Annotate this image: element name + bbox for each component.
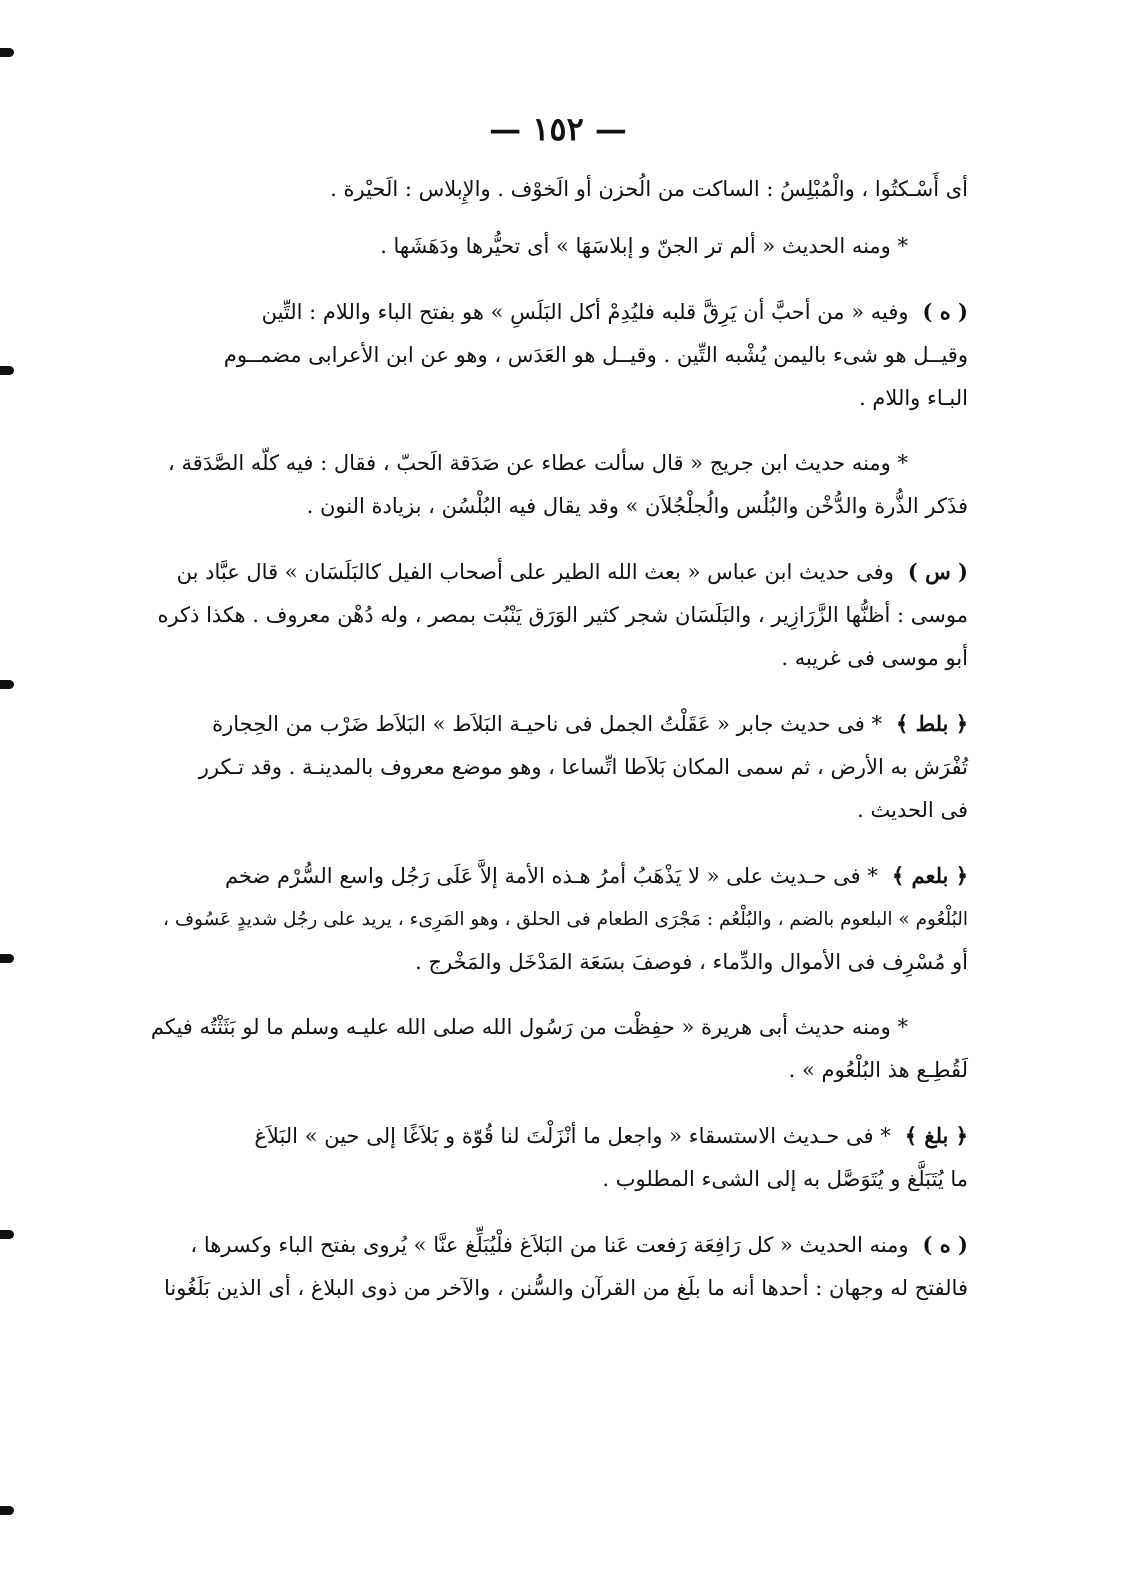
text-line: أى أَسْـكتُوا ، والْمُبْلِسُ : الساكت من الُحزن أو الَخوْف . والإِبلاس : الَحيْرة .: [330, 177, 968, 201]
entry-marker: ( ه ): [922, 299, 968, 324]
text-line: * ومنه الحديث « ألم تر الجنّ و إبلاسَهَا » أى تحيُّرها ودَهَشَها .: [380, 234, 908, 258]
book-page: [148, 110, 968, 1332]
entry-heading: ﴿ بلط ﴾: [896, 711, 968, 736]
text-line: فذَكر الذُّرة والدُّخْن والبُلُس والُجلْجُلاَن » وقد يقال فيه البُلْسُن ، بزيادة النون .: [306, 494, 968, 518]
binding-mark: [0, 954, 14, 963]
binding-mark: [0, 48, 14, 57]
paragraph: [148, 225, 968, 268]
text-line-content: * فى حديث جابر « عَقَلْتُ الجمل فى ناحيـة البَلاَط » البَلاَط ضَرْب من الحِجارة: [212, 712, 883, 736]
text-line: [148, 290, 968, 334]
text-line: [148, 854, 968, 898]
text-line: * ومنه حديث أبى هريرة « حفِظْت من رَسُول الله صلى الله عليـه وسلم ما لو بَثَثْتُه فيكم: [150, 1015, 908, 1039]
text-line: * ومنه حديث ابن جريج « قال سألت عطاء عن صَدَقة الَحبّ ، فقال : فيه كلّه الصَّدَقة ،: [168, 451, 908, 475]
text-line: ما يُتَبَلَّغ و يُتَوَصَّل به إلى الشىء المطلوب .: [602, 1167, 968, 1191]
binding-mark: [0, 366, 14, 375]
text-line: موسى : أظنُّها الزَّرَازِير ، والبَلَسَان شجر كثير الوَرَق يَنْبُت بمصر ، وله دُهْن معروف . هكذا ذكره: [157, 603, 968, 627]
paragraph: [148, 854, 968, 984]
text-line: تُفْرَش به الأرض ، ثم سمى المكان بَلاَطا اتِّساعا ، وهو موضع معروف بالمدينـة . وقد تـكرر: [198, 755, 968, 779]
entry-marker: ( س ): [907, 559, 968, 584]
text-line: [148, 702, 968, 746]
paragraph: [148, 550, 968, 680]
text-line: أو مُسْرِف فى الأموال والدِّماء ، فوصفَ بسَعَة المَدْخَل والمَخْرج .: [415, 950, 968, 974]
text-line-content: وفى حديث ابن عباس « بعث الله الطير على أصحاب الفيل كالبَلَسَان » قال عبَّاد بن: [176, 560, 894, 584]
text-line: أبو موسى فى غريبه .: [781, 646, 968, 670]
text-line: فالفتح له وجهان : أحدها أنه ما بلَغ من القرآن والسُّنن ، والآخر من ذوى البلاغ ، أى الذين بَلَغُونا: [163, 1276, 968, 1300]
text-line: وقيــل هو شىء باليمن يُشْبه التِّين . وقيــل هو العَدَس ، وهو عن ابن الأعرابى مضمــوم: [223, 343, 968, 367]
binding-mark: [0, 1230, 14, 1239]
paragraph: [148, 168, 968, 211]
entry-heading: ﴿ بلعم ﴾: [891, 863, 968, 888]
text-line: فى الحديث .: [857, 798, 968, 822]
text-line: [148, 1114, 968, 1158]
text-line-content: * فى حـديث الاستسقاء « واجعل ما أنْزَلْتَ لنا قُوّة و بَلاَغًا إلى حين » البَلاَغ: [254, 1124, 891, 1148]
text-line: لَقُطِـع هذ البُلْعُوم » .: [788, 1058, 968, 1082]
entry-heading: ﴿ بلغ ﴾: [904, 1123, 968, 1148]
page-number: — ١٥٢ —: [489, 110, 627, 148]
binding-mark: [0, 680, 14, 689]
paragraph: [148, 1114, 968, 1201]
text-line-content: * فى حـديث على « لا يَذْهَبُ أمرُ هـذه الأمة إلاَّ عَلَى رَجُل واسع السُّرْم ضخم: [224, 864, 878, 888]
paragraph: [148, 1006, 968, 1092]
text-line-content: ومنه الحديث « كل رَافِعَة رَفعت عَنا من البَلاَغ فلْيُبَلِّغ عنَّا » يُروى بفتح الباء وكسرها ،: [190, 1233, 909, 1257]
text-line: البـاء واللام .: [859, 386, 968, 410]
paragraph: [148, 442, 968, 528]
entry-marker: ( ه ): [922, 1232, 968, 1257]
binding-mark: [0, 1506, 14, 1515]
text-line-content: وفيه « من أحبَّ أن يَرِقَّ قلبه فليُدِمْ أكل البَلَسِ » هو بفتح الباء واللام : التِّين: [261, 300, 909, 324]
text-line: [148, 550, 968, 594]
paragraph: [148, 290, 968, 420]
paragraph: [148, 1223, 968, 1310]
text-line: البُلْعُوم » البلعوم بالضم ، والبُلْعُم : مَجْرَى الطعام فى الحلق ، وهو المَرِىء ، يريد على رجُل شديدٍ عَسُوف ،: [163, 909, 968, 930]
text-line: [148, 1223, 968, 1267]
paragraph: [148, 702, 968, 832]
